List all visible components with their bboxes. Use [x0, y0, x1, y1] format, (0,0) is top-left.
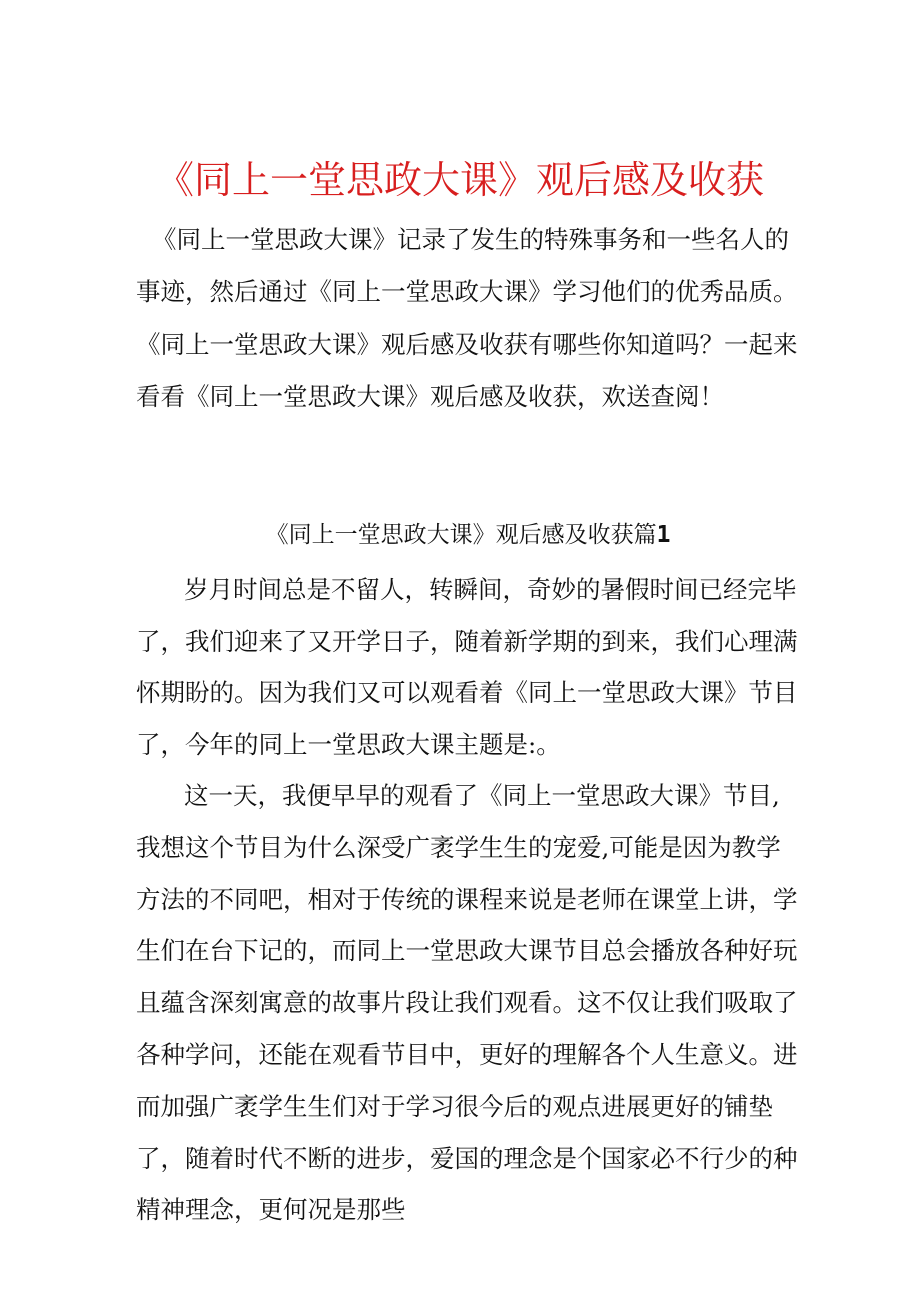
section-heading — [136, 517, 800, 553]
body-paragraph: 这一天，我便早早的观看了《同上一堂思政大课》节目,我想这个节目为什么深受广袤学生生的宠爱,可能是因为教学方法的不同吧，相对于传统的课程来说是老师在课堂上讲，学生们在台下记的，而同上一堂思政大课节目总会播放各种好玩且蕴含深刻寓意的故事片段让我们观看。这不仅让我们吸取了各种学问，还能在观看节目中，更好的理解各个人生意义。进而加强广袤学生生们对于学习很今后的观点进展更好的铺垫了，随着时代不断的进步，爱国的理念是个国家必不行少的种精神理念，更何况是那些 — [136, 781, 798, 1225]
section-heading-text: 《同上一堂思政大课》观后感及收获篇 — [265, 522, 657, 548]
document-title: 《同上一堂思政大课》观后感及收获 — [155, 158, 764, 202]
section-number: 1 — [656, 522, 671, 548]
intro-paragraph: 《同上一堂思政大课》记录了发生的特殊事务和一些名人的事迹，然后通过《同上一堂思政大课》学习他们的优秀品质。《同上一堂思政大课》观后感及收获有哪些你知道吗？一起来看看《同上一堂思政大课》观后感及收获，欢送查阅！ — [136, 225, 798, 412]
body-paragraph: 岁月时间总是不留人，转瞬间，奇妙的暑假时间已经完毕了，我们迎来了又开学日子，随着新学期的到来，我们心理满怀期盼的。因为我们又可以观看着《同上一堂思政大课》节目了，今年的同上一堂思政大课主题是:。 — [136, 575, 798, 759]
